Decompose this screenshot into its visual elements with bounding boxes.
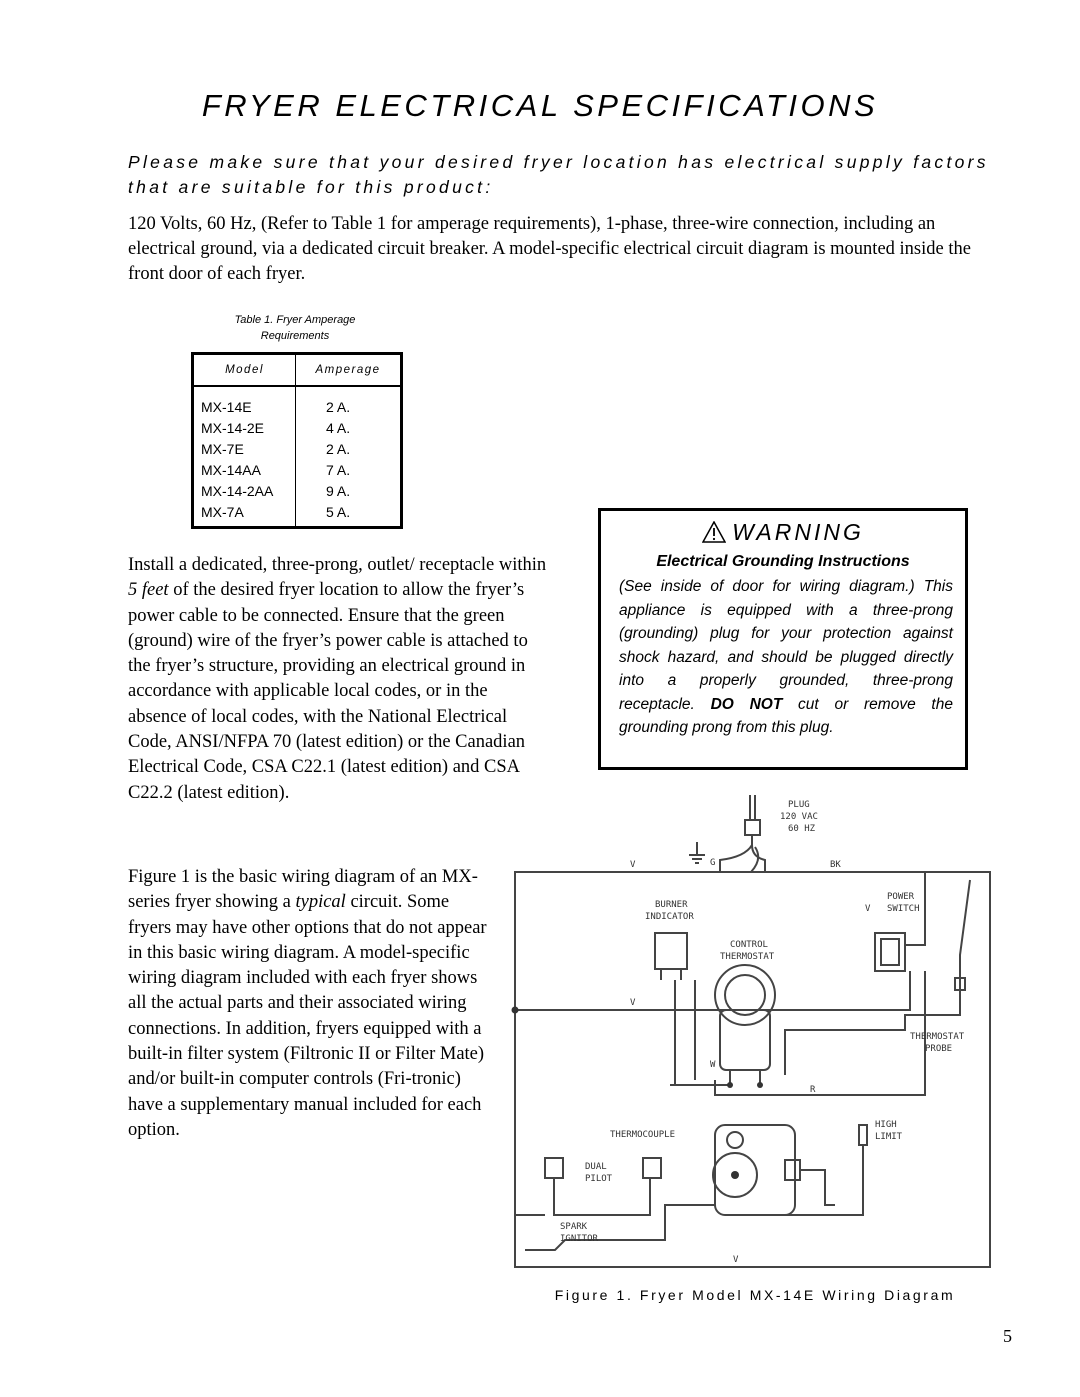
figure-desc-end: circuit. Some fryers may have other options that do not appear in this basic wiring diagram. A model-specific wiring diagram included with each fryer shows all the actual parts and their associated wiring connections. In addition, fryers equipped with a built-in filter system (Filtronic II or Filter Mate) and/or built-in computer controls (Fri-tronic) have a supplementary manual included for each option. [128,892,487,1140]
install-text-end: of the desired fryer location to allow the fryer’s power cable to be connected. Ensure that the green (ground) wire of the fryer’s power cable is attached to the fryer’s structure, providing an electrical ground in accordance with applicable local codes, or in the absence of local codes, with the National Electrical Code, ANSI/NFPA 70 (latest edition) or the Canadian Electrical Code, CSA C22.1 (latest edition) and CSA C22.2 (latest edition). [128,580,528,803]
power-switch-label-2: SWITCH [887,904,920,914]
warning-heading [601,519,965,546]
spark-ignitor-label-2: IGNITOR [560,1234,598,1244]
power-switch-label-1: POWER [887,892,915,902]
table-cell-amperage: 9 A. [326,483,351,499]
warning-subheading: Electrical Grounding Instructions [656,553,910,570]
model-column-header: Model [194,355,296,385]
table-caption-line1: Table 1. Fryer Amperage [234,314,356,326]
intro-text: Please make sure that your desired fryer location has electrical supply factors that are suitable for this product: [128,152,989,197]
plug-hz-label: 60 HZ [788,824,816,834]
figure-description-paragraph [128,865,488,1143]
wiring-diagram [505,785,995,1275]
high-limit-label-2: LIMIT [875,1132,903,1142]
plug-label: PLUG [788,800,810,810]
burner-indicator-label-1: BURNER [655,900,688,910]
warning-triangle-icon [702,521,726,543]
install-paragraph [128,553,548,806]
warning-heading-text: WARNING [732,519,864,545]
wire-label-v: V [630,998,636,1008]
burner-indicator-label-2: INDICATOR [645,912,694,922]
table-caption [200,312,390,344]
amperage-table [191,352,403,529]
table-cell-model: MX-7E [201,441,244,457]
amperage-column-header: Amperage [315,364,381,376]
install-distance: 5 feet [128,580,169,601]
plug-volts-label: 120 VAC [780,812,818,822]
power-spec-paragraph: 120 Volts, 60 Hz, (Refer to Table 1 for amperage requirements), 1-phase, three-wire connection, including an electrical ground, via a dedicated circuit breaker. A model-specific electrical circuit diagram is mounted inside the front door of each fryer. [128,214,971,284]
wire-label-v: V [630,860,636,870]
table-caption-line2: Requirements [260,330,330,342]
figure-desc-start: Figure 1 is the basic wiring diagram of an MX-series fryer showing a [128,867,478,913]
figure-caption: Figure 1. Fryer Model MX-14E Wiring Diagram [554,1287,956,1303]
table-cell-amperage: 2 A. [326,399,351,415]
bk-label: BK [830,860,841,870]
dual-pilot-label-2: PILOT [585,1174,613,1184]
model-column [194,387,296,526]
table-cell-amperage: 4 A. [326,420,351,436]
warning-box [598,508,968,770]
table-cell-amperage: 5 A. [326,504,351,520]
table-cell-model: MX-14-2AA [201,483,274,499]
warning-text-start: (See inside of door for wiring diagram.) This appliance is equipped with a three-prong (grounding) plug for your protection against shock hazard, and should be plugged directly into a properly grounded, three-prong receptacle. [619,578,953,713]
table-body [194,387,400,526]
thermostat-probe-label-1: THERMOSTAT [910,1032,965,1042]
page-title: FRYER ELECTRICAL SPECIFICATIONS [201,88,879,123]
wire-label-v: V [865,904,871,914]
warning-text [619,575,953,740]
figure-desc-emphasis: typical [295,892,346,913]
amperage-column [296,387,400,526]
table-cell-amperage: 7 A. [326,462,351,478]
wire-label-w: W [710,1060,716,1070]
page-number: 5 [1003,1326,1012,1346]
wire-label-v: V [733,1255,739,1265]
dual-pilot-label-1: DUAL [585,1162,607,1172]
thermostat-probe-label-2: PROBE [925,1044,953,1054]
table-cell-model: MX-7A [201,504,244,520]
table-cell-amperage: 2 A. [326,441,351,457]
warning-text-end: cut or remove the grounding prong from this plug. [619,695,953,736]
table-cell-model: MX-14E [201,399,252,415]
high-limit-label-1: HIGH [875,1120,897,1130]
warning-do-not: DO NOT [710,695,783,713]
install-text-start: Install a dedicated, three-prong, outlet/ receptacle within [128,555,547,575]
table-header [194,355,400,387]
control-thermostat-label-1: CONTROL [730,940,768,950]
spark-ignitor-label-1: SPARK [560,1222,588,1232]
ground-label: G [710,858,716,868]
control-thermostat-label-2: THERMOSTAT [720,952,775,962]
table-cell-model: MX-14-2E [201,420,265,436]
wire-label-r: R [810,1085,816,1095]
thermocouple-label: THERMOCOUPLE [610,1130,676,1140]
table-cell-model: MX-14AA [201,462,261,478]
